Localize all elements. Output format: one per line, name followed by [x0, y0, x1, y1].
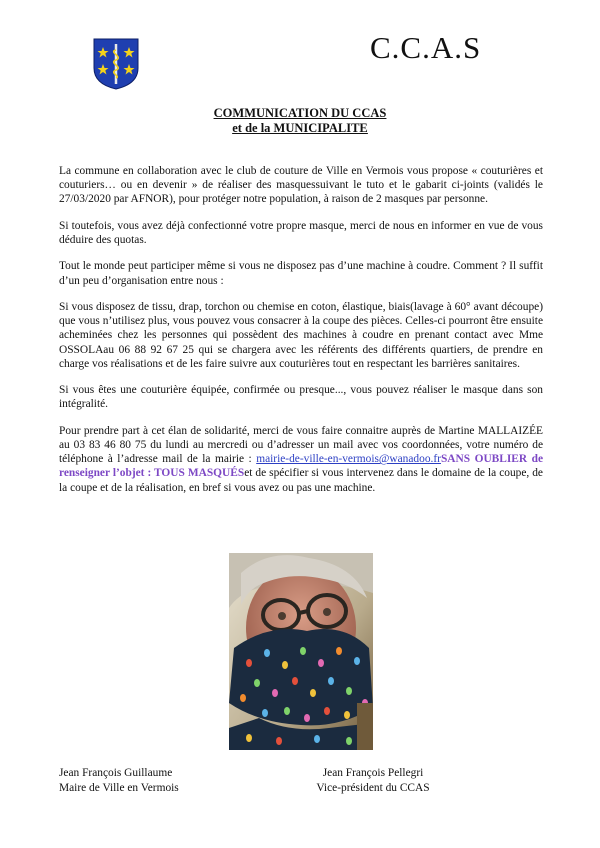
title-line-1: COMMUNICATION DU CCAS [213, 106, 387, 120]
paragraph-fabric-cutting: Si vous disposez de tissu, drap, torchon ou chemise en coton, élastique, biais(lavage à 60° avant découpe) que vous n’utilisez plus, vous pouvez vous consacrer à la coupe des pièces. Celles-ci pourront être ensuite acheminées chez les personnes qui possèdent des machines à coudre en prenant contact avec Mme OSSOLAau 06 88 92 67 25 qui se chargera avec les référents des différents quartiers, de prendre en charge vos réalisations et de les faire suivre aux couturières tout en respectant les barrières sanitaires. [59, 300, 543, 370]
signature-mayor [59, 766, 179, 796]
paragraph-full-sewing: Si vous êtes une couturière équipée, confirmée ou presque..., vous pouvez réaliser le masque dans son intégralité. [59, 384, 543, 411]
contact-text-end: et de spécifier si vous intervenez dans le domaine de la coupe, de la coupe et de la réalisation, en bref si vous avez ou pas une machine. [59, 467, 543, 494]
letter-body [59, 164, 543, 507]
paragraph-intro: La commune en collaboration avec le club de couture de Ville en Vermois vous propose « couturières et couturiers… ou en devenir » de réaliser des masquessuivant le tuto et le gabarit ci-joints (validés le 27/03/2020 par AFNOR), pour protéger notre population, à raison de 2 masques par personne. [59, 165, 543, 206]
email-link[interactable]: mairie-de-ville-en-vermois@wanadoo.fr [256, 453, 441, 466]
paragraph-contact [59, 424, 543, 495]
subject-reminder: SANS OUBLIER de renseigner l’objet : TOUS MASQUÉS [59, 453, 543, 480]
coat-of-arms-icon [93, 38, 139, 90]
mask-photo [229, 553, 373, 750]
paragraph-participation: Tout le monde peut participer même si vous ne disposez pas d’une machine à coudre. Comment ? Il suffit d’un peu d’organisation entre nous : [59, 260, 543, 287]
title-line-2: et de la MUNICIPALITE [232, 121, 368, 135]
signature-vice-president [293, 766, 453, 796]
page-title [0, 106, 600, 136]
org-title: C.C.A.S [370, 30, 482, 65]
paragraph-existing-masks: Si toutefois, vous avez déjà confectionné votre propre masque, merci de nous en informer en vue de vous déduire des quotas. [59, 219, 543, 246]
mayor-name: Jean François Guillaume [59, 767, 173, 779]
vice-president-name: Jean François Pellegri [322, 767, 424, 779]
mayor-title: Maire de Ville en Vermois [59, 782, 179, 794]
contact-text: Pour prendre part à cet élan de solidarité, merci de vous faire connaitre auprès de Martine MALLAIZÉE au 03 83 46 80 75 du lundi au mercredi ou d’adresser un mail avec vos coordonnées, votre numéro de téléphone à l’adresse mail de la mairie : [59, 424, 543, 466]
vice-president-title: Vice-président du CCAS [316, 782, 430, 794]
